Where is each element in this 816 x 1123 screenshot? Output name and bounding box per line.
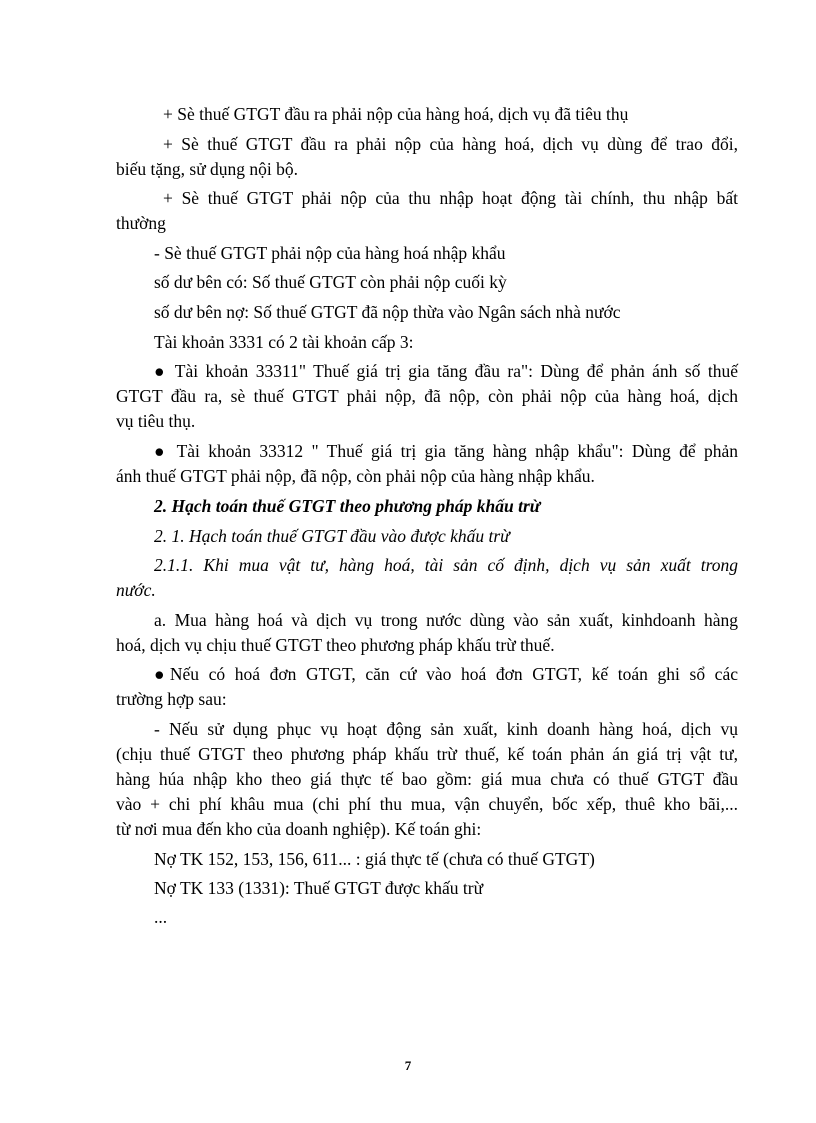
text-line: vào + chi phí khâu mua (chi phí thu mua, vận chuyển, bốc xếp, thuê kho bãi,...	[116, 794, 738, 814]
text-line: (chịu thuế GTGT theo phương pháp khấu trừ thuế, kế toán phản án giá trị vật tư,	[116, 744, 738, 764]
text-line: số dư bên có: Số thuế GTGT còn phải nộp cuối kỳ	[154, 272, 507, 292]
subsection-heading: 2.1.1. Khi mua vật tư, hàng hoá, tài sản cố định, dịch vụ sản xuất trong	[154, 555, 738, 575]
text-line: + Sè thuế GTGT phải nộp của thu nhập hoạt động tài chính, thu nhập bất	[163, 188, 738, 208]
text-line: từ nơi mua đến kho của doanh nghiệp). Kế toán ghi:	[116, 819, 482, 839]
text-line: - Sè thuế GTGT phải nộp của hàng hoá nhập khẩu	[154, 243, 506, 263]
text-line: a. Mua hàng hoá và dịch vụ trong nước dùng vào sản xuất, kinhdoanh hàng	[154, 610, 738, 630]
text-line: GTGT đầu ra, sè thuế GTGT phải nộp, đã nộp, còn phải nộp của hàng hoá, dịch	[116, 386, 738, 406]
text-line: Tài khoản 3331 có 2 tài khoản cấp 3:	[154, 332, 414, 352]
text-line: trường hợp sau:	[116, 689, 227, 709]
text-line: số dư bên nợ: Số thuế GTGT đã nộp thừa vào Ngân sách nhà nước	[154, 302, 621, 322]
text-line: vụ tiêu thụ.	[116, 411, 196, 431]
page-number: 7	[404, 1058, 412, 1073]
bullet-line: ●Nếu có hoá đơn GTGT, căn cứ vào hoá đơn GTGT, kế toán ghi sổ các	[154, 664, 738, 684]
text-line: biếu tặng, sử dụng nội bộ.	[116, 159, 299, 179]
section-heading: 2. Hạch toán thuế GTGT theo phương pháp khấu trừ	[154, 496, 541, 516]
text-line: + Sè thuế GTGT đầu ra phải nộp của hàng hoá, dịch vụ dùng để trao đổi,	[163, 134, 738, 154]
ellipsis-line: ...	[154, 907, 168, 927]
text-line: hàng húa nhập kho theo giá thực tế bao gồm: giá mua chưa có thuế GTGT đầu	[116, 769, 738, 789]
bullet-line: ● Tài khoản 33311" Thuế giá trị gia tăng đầu ra": Dùng để phản ánh số thuế	[154, 361, 738, 381]
bullet-line: ● Tài khoản 33312 " Thuế giá trị gia tăng hàng nhập khẩu": Dùng để phản	[154, 441, 738, 461]
entry-line: Nợ TK 152, 153, 156, 611... : giá thực tế (chưa có thuế GTGT)	[154, 849, 595, 869]
text-line: ánh thuế GTGT phải nộp, đã nộp, còn phải nộp của hàng nhập khẩu.	[116, 466, 595, 486]
text-line: + Sè thuế GTGT đầu ra phải nộp của hàng hoá, dịch vụ đã tiêu thụ	[163, 104, 629, 124]
subsection-heading: 2. 1. Hạch toán thuế GTGT đầu vào được khấu trừ	[154, 526, 510, 546]
text-line: nước.	[116, 580, 156, 600]
text-line: thường	[116, 213, 166, 233]
text-line: hoá, dịch vụ chịu thuế GTGT theo phương pháp khấu trừ thuế.	[116, 635, 555, 655]
entry-line: Nợ TK 133 (1331): Thuế GTGT được khấu trừ	[154, 878, 484, 898]
text-line: - Nếu sử dụng phục vụ hoạt động sản xuất, kinh doanh hàng hoá, dịch vụ	[154, 719, 738, 739]
